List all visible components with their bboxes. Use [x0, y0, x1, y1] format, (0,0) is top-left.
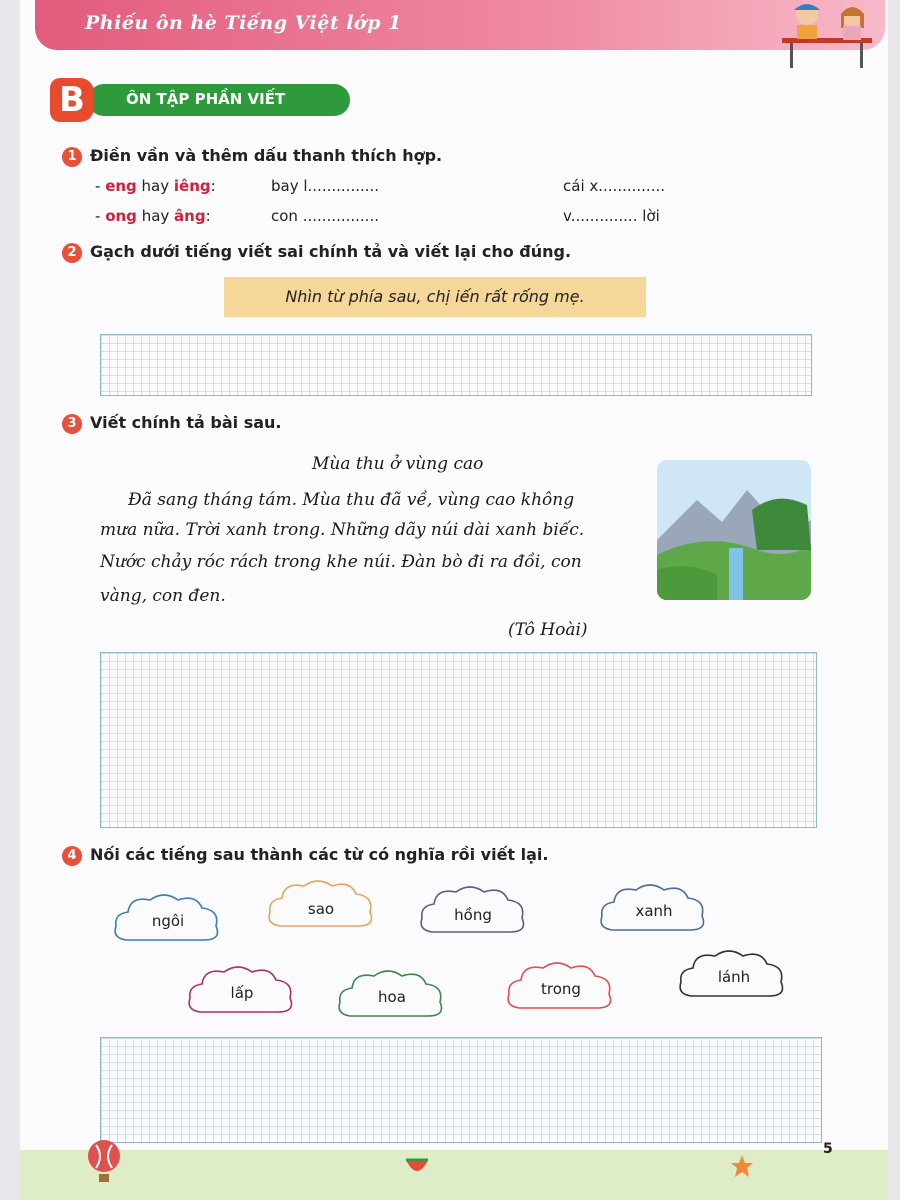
hay-word: hay [136, 207, 175, 225]
watermelon-icon [404, 1156, 430, 1178]
sentence-text: Nhìn từ phía sau, chị iến rất rống mẹ. [285, 287, 585, 306]
landscape-picture [657, 460, 811, 600]
poem-line: Nước chảy róc rách trong khe núi. Đàn bò đi ra đồi, con [100, 552, 582, 572]
writing-grid-q4[interactable] [100, 1037, 822, 1143]
word-cloud-sao[interactable] [266, 876, 376, 936]
word-cloud-lap[interactable] [186, 962, 298, 1022]
cloud-word: lánh [717, 968, 751, 986]
word-cloud-hoa[interactable] [336, 966, 448, 1026]
option-ieng: iêng [173, 177, 211, 195]
page-number: 5 [823, 1141, 833, 1157]
sentence-box [224, 277, 646, 317]
header-bar [35, 0, 885, 50]
word-cloud-lanh[interactable] [677, 946, 791, 1006]
question-number-badge: 3 [62, 414, 82, 434]
q1-blank-bay[interactable]: bay l............... [271, 177, 380, 195]
question-text: Điền vần và thêm dấu thanh thích hợp. [90, 146, 443, 165]
question-text: Nối các tiếng sau thành các từ có nghĩa rồi viết lại. [90, 845, 549, 864]
writing-grid-q3[interactable] [100, 652, 817, 828]
question-text: Gạch dưới tiếng viết sai chính tả và viết lại cho đúng. [90, 242, 572, 261]
cloud-word: xanh [635, 902, 673, 920]
dash: - [95, 177, 106, 195]
poem-title: Mùa thu ở vùng cao [312, 454, 484, 474]
cloud-word: sao [307, 900, 335, 918]
footer-decoration [20, 1150, 888, 1200]
hot-air-balloon-icon [86, 1140, 122, 1184]
question-1-title [62, 146, 442, 167]
option-ong: ong [105, 207, 137, 225]
word-cloud-ngoi[interactable] [112, 890, 224, 950]
section-letter: B [50, 78, 94, 122]
section-title: ÔN TẬP PHẦN VIẾT [126, 90, 286, 108]
cloud-word: hoa [378, 988, 406, 1006]
option-eng: eng [105, 177, 137, 195]
q1-row-1-label [95, 177, 216, 195]
colon: : [210, 177, 216, 195]
section-title-pill [88, 84, 350, 116]
option-ang: âng [174, 207, 206, 225]
poem-author: (Tô Hoài) [508, 620, 588, 640]
dash: - [95, 207, 106, 225]
question-number-badge: 4 [62, 846, 82, 866]
question-number-badge: 1 [62, 147, 82, 167]
poem-line: Đã sang tháng tám. Mùa thu đã về, vùng cao không [128, 490, 575, 510]
q1-blank-con[interactable]: con ................ [271, 207, 379, 225]
star-icon [730, 1154, 754, 1178]
kids-illustration [772, 0, 882, 70]
writing-grid-q2[interactable] [100, 334, 812, 396]
hay-word: hay [136, 177, 174, 195]
header-title: Phiếu ôn hè Tiếng Việt lớp 1 [85, 12, 402, 34]
word-cloud-xanh[interactable] [598, 880, 710, 940]
q1-row-2-label [95, 207, 211, 225]
colon: : [205, 207, 211, 225]
question-text: Viết chính tả bài sau. [90, 413, 282, 432]
word-cloud-hong[interactable] [418, 882, 528, 942]
cloud-word: ngôi [151, 912, 185, 930]
q1-blank-loi[interactable]: v.............. lời [563, 207, 660, 225]
q1-blank-cai[interactable]: cái x.............. [563, 177, 666, 195]
poem-line: vàng, con đen. [100, 586, 226, 606]
question-number-badge: 2 [62, 243, 82, 263]
question-2-title [62, 242, 571, 263]
question-4-title [62, 845, 548, 866]
poem-line: mưa nữa. Trời xanh trong. Những dãy núi dài xanh biếc. [100, 520, 585, 540]
cloud-word: trong [541, 980, 581, 998]
cloud-word: lấp [230, 984, 254, 1002]
cloud-word: hồng [454, 906, 492, 924]
word-cloud-trong[interactable] [505, 958, 617, 1018]
question-3-title [62, 413, 281, 434]
